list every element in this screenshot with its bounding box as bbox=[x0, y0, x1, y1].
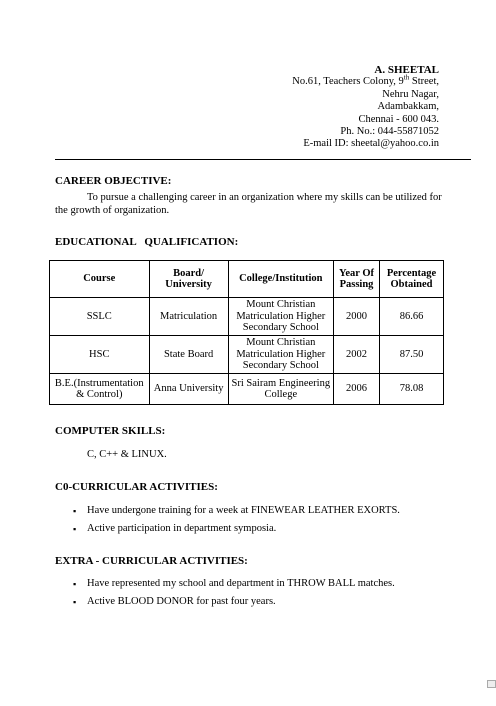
phone-number: Ph. No.: 044-55871052 bbox=[340, 126, 439, 138]
extra-curricular-heading: EXTRA - CURRICULAR ACTIVITIES: bbox=[55, 555, 248, 567]
career-objective-heading: CAREER OBJECTIVE: bbox=[55, 175, 172, 187]
table-cell: 2000 bbox=[333, 298, 379, 336]
extra-curricular-list bbox=[73, 575, 395, 611]
career-objective-text bbox=[55, 192, 455, 217]
table-cell: 2006 bbox=[333, 374, 379, 405]
email-address: E-mail ID: sheetal@yahoo.co.in bbox=[303, 138, 439, 150]
table-cell: 87.50 bbox=[380, 336, 444, 374]
career-objective-body: To pursue a challenging career in an organization where my skills can be utilized for the growth of organization. bbox=[55, 192, 442, 216]
table-cell: SSLC bbox=[50, 298, 150, 336]
table-row bbox=[50, 374, 444, 405]
address-line-1 bbox=[292, 73, 439, 88]
address-ordinal-suffix: th bbox=[403, 73, 410, 82]
list-item: ▪ Active participation in department symposia. bbox=[73, 520, 400, 538]
table-row bbox=[50, 336, 444, 374]
table-cell: B.E.(Instrumentation & Control) bbox=[50, 374, 150, 405]
table-cell: Mount Christian Matriculation Higher Secondary School bbox=[228, 336, 333, 374]
column-header: College/Institution bbox=[228, 261, 333, 298]
applicant-name: A. SHEETAL bbox=[374, 64, 439, 76]
table-header-row bbox=[50, 261, 444, 298]
column-header: Board/ University bbox=[149, 261, 228, 298]
address-line-4: Chennai - 600 043. bbox=[358, 113, 439, 125]
table-cell: Mount Christian Matriculation Higher Secondary School bbox=[228, 298, 333, 336]
computer-skills-text: C, C++ & LINUX. bbox=[87, 449, 167, 460]
list-item: ▪ Have undergone training for a week at FINEWEAR LEATHER EXORTS. bbox=[73, 502, 400, 520]
table-cell: 2002 bbox=[333, 336, 379, 374]
table-cell: HSC bbox=[50, 336, 150, 374]
computer-skills-heading: COMPUTER SKILLS: bbox=[55, 425, 166, 437]
column-header: Year Of Passing bbox=[333, 261, 379, 298]
table-cell: Anna University bbox=[149, 374, 228, 405]
list-item: ▪ Active BLOOD DONOR for past four years. bbox=[73, 593, 395, 611]
co-curricular-list bbox=[73, 502, 400, 538]
resize-grip-icon[interactable] bbox=[487, 680, 496, 688]
header-divider bbox=[55, 159, 471, 160]
table-cell: Sri Sairam Engineering College bbox=[228, 374, 333, 405]
co-curricular-heading: C0-CURRICULAR ACTIVITIES: bbox=[55, 481, 218, 493]
education-table bbox=[49, 260, 444, 405]
list-item: ▪ Have represented my school and department in THROW BALL matches. bbox=[73, 575, 395, 593]
table-cell: Matriculation bbox=[149, 298, 228, 336]
education-heading: EDUCATIONAL QUALIFICATION: bbox=[55, 236, 239, 248]
table-cell: 78.08 bbox=[380, 374, 444, 405]
table-cell: State Board bbox=[149, 336, 228, 374]
contact-block bbox=[292, 64, 439, 151]
address-line-3: Adambakkam, bbox=[377, 101, 439, 113]
table-cell: 86.66 bbox=[380, 298, 444, 336]
column-header: Course bbox=[50, 261, 150, 298]
address-line-1-text: No.61, Teachers Colony, 9 bbox=[292, 76, 404, 88]
address-line-1-street: Street, bbox=[409, 76, 439, 88]
address-line-2: Nehru Nagar, bbox=[382, 88, 439, 100]
table-row bbox=[50, 298, 444, 336]
column-header: Percentage Obtained bbox=[380, 261, 444, 298]
